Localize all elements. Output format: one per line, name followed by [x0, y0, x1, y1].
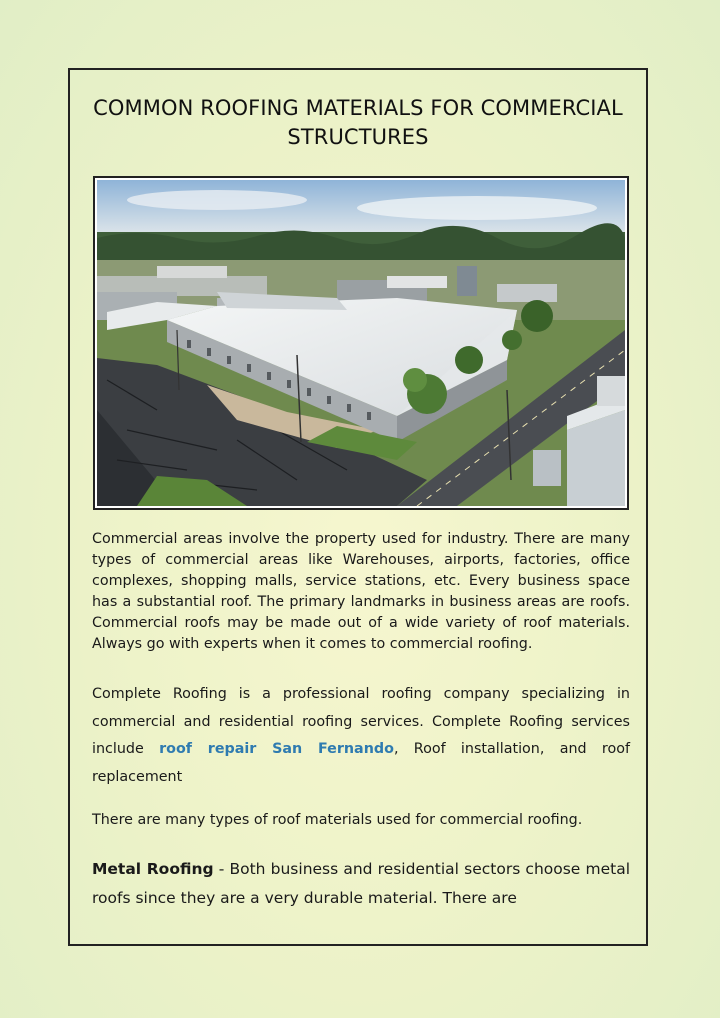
- metal-roofing-text: Both business and residential sectors choose metal roofs since they are a very durable material. There are: [92, 860, 631, 907]
- materials-intro-paragraph: There are many types of roof materials used for commercial roofing.: [92, 812, 583, 828]
- metal-roofing-separator: -: [213, 860, 230, 878]
- aerial-photo: [93, 176, 629, 510]
- roof-repair-link[interactable]: roof repair San Fernando: [159, 741, 394, 757]
- page-title: COMMON ROOFING MATERIALS FOR COMMERCIAL STRUCTURES: [93, 96, 623, 149]
- intro-paragraph: Commercial areas involve the property used for industry. There are many types of commercial areas like Warehouses, airports, factories, office complexes, shopping malls, service stations, etc. Every business space has a substantial roof. The primary landmarks in business areas are roofs. Commercial roofs may be made out of a wide variety of roof materials. Always go with experts when it comes to commercial roofing.: [92, 531, 630, 652]
- metal-roofing-heading: Metal Roofing: [92, 860, 214, 878]
- metal-roofing-paragraph: [92, 855, 630, 913]
- company-text-before: Complete Roofing is a professional roofing company specializing in commercial and residential roofing services. Complete Roofing services include: [92, 686, 630, 757]
- aerial-photo-commercial-building-icon: [97, 180, 625, 506]
- company-paragraph: [92, 681, 630, 791]
- company-text-after: , Roof installation, and roof replacement: [92, 741, 631, 785]
- page-frame: [68, 68, 648, 946]
